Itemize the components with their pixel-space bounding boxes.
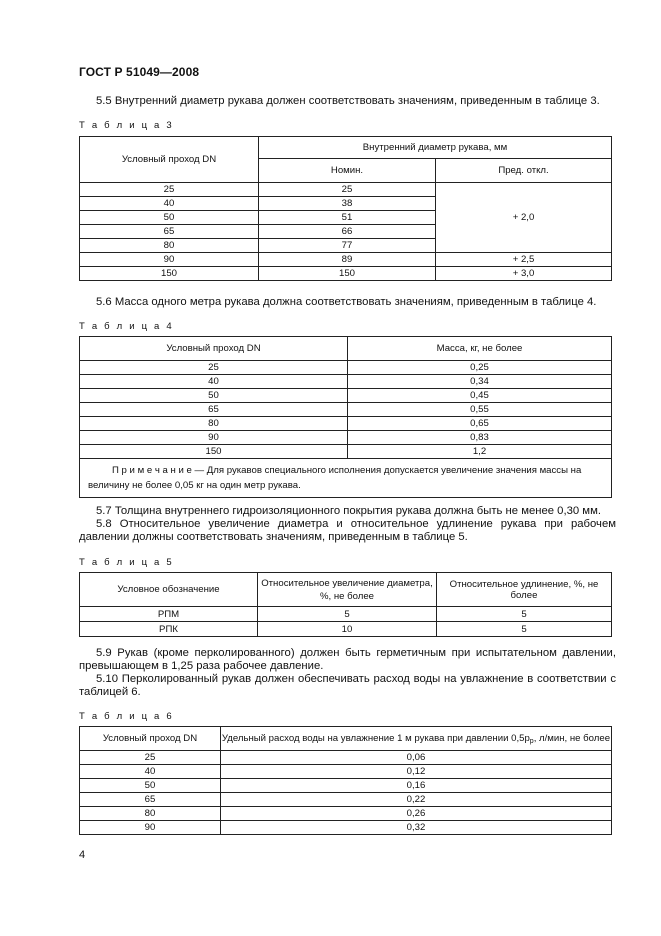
table-3-header-nominal: Номин. xyxy=(259,159,436,183)
flow-header-subscript: р xyxy=(529,737,534,745)
cell-nominal: 51 xyxy=(259,211,436,225)
cell-nominal: 66 xyxy=(259,225,436,239)
cell-dn: 40 xyxy=(80,197,259,211)
cell-dn: 40 xyxy=(80,375,348,389)
cell-flow: 0,32 xyxy=(221,821,612,835)
table-4-header-dn: Условный проход DN xyxy=(80,337,348,361)
cell-nominal: 77 xyxy=(259,239,436,253)
table-row xyxy=(80,403,612,417)
table-6-header-dn: Условный проход DN xyxy=(80,727,221,751)
table-6 xyxy=(79,726,612,835)
cell-tolerance: + 3,0 xyxy=(436,267,612,281)
cell-dn: 50 xyxy=(80,211,259,225)
page-number: 4 xyxy=(79,849,86,861)
table-5 xyxy=(79,572,612,637)
table-5-header-designation: Условное обозначение xyxy=(80,573,258,607)
cell-mass: 1,2 xyxy=(348,445,612,459)
cell-tolerance: + 2,0 xyxy=(436,183,612,253)
cell-designation: РПК xyxy=(80,622,258,637)
table-5-header-diameter-increase: Относительное увеличение диаметра, %, не более xyxy=(258,573,437,607)
cell-dn: 90 xyxy=(80,821,221,835)
table-3 xyxy=(79,136,612,281)
table-3-header-diameter: Внутренний диаметр рукава, мм xyxy=(259,137,612,159)
cell-mass: 0,34 xyxy=(348,375,612,389)
cell-designation: РПМ xyxy=(80,607,258,622)
cell-dn: 80 xyxy=(80,239,259,253)
table-3-header-tolerance: Пред. откл. xyxy=(436,159,612,183)
table-row xyxy=(80,807,612,821)
cell-elongation: 5 xyxy=(437,622,612,637)
cell-dn: 90 xyxy=(80,253,259,267)
cell-dn: 25 xyxy=(80,183,259,197)
table-row xyxy=(80,445,612,459)
table-row xyxy=(80,793,612,807)
cell-mass: 0,83 xyxy=(348,431,612,445)
flow-header-text: Удельный расход воды на увлажнение 1 м рукава при давлении 0,5 xyxy=(221,732,525,744)
table-3-header-dn: Условный проход DN xyxy=(80,137,259,183)
table-row xyxy=(80,183,612,197)
table-row xyxy=(80,607,612,622)
cell-flow: 0,16 xyxy=(221,779,612,793)
cell-flow: 0,12 xyxy=(221,765,612,779)
table-4 xyxy=(79,336,612,498)
cell-mass: 0,65 xyxy=(348,417,612,431)
table-row xyxy=(80,821,612,835)
cell-dn: 90 xyxy=(80,431,348,445)
cell-dn: 150 xyxy=(80,267,259,281)
note-text: — Для рукавов специального исполнения допускается увеличение значения массы на величину не более 0,05 кг на один метр рукава. xyxy=(88,465,582,491)
table-row xyxy=(80,622,612,637)
paragraph-5-8: 5.8 Относительное увеличение диаметра и относительное удлинение рукава при рабочем давлении должны соответствовать значениям, приведенным в таблице 5. xyxy=(79,518,616,543)
flow-header-symbol: p xyxy=(524,732,530,744)
paragraph-5-7: 5.7 Толщина внутреннего гидроизоляционного покрытия рукава должна быть не менее 0,30 мм. xyxy=(96,505,601,517)
cell-dn: 25 xyxy=(80,751,221,765)
table-row xyxy=(80,375,612,389)
paragraph-5-9: 5.9 Рукав (кроме перколированного) должен быть герметичным при испытательном давлении, превышающем в 1,25 раза рабочее давление. xyxy=(79,647,616,672)
cell-nominal: 38 xyxy=(259,197,436,211)
table-row xyxy=(80,765,612,779)
table-row xyxy=(80,431,612,445)
table-5-caption: Т а б л и ц а 5 xyxy=(79,557,174,568)
table-row xyxy=(80,779,612,793)
cell-mass: 0,55 xyxy=(348,403,612,417)
table-4-caption: Т а б л и ц а 4 xyxy=(79,321,174,332)
note-label: П р и м е ч а н и е xyxy=(112,465,192,476)
cell-dn: 25 xyxy=(80,361,348,375)
cell-elongation: 5 xyxy=(437,607,612,622)
table-6-header-flow xyxy=(221,727,612,751)
cell-flow: 0,22 xyxy=(221,793,612,807)
cell-flow: 0,26 xyxy=(221,807,612,821)
cell-dn: 50 xyxy=(80,779,221,793)
table-4-note xyxy=(80,459,612,498)
cell-mass: 0,25 xyxy=(348,361,612,375)
table-6-caption: Т а б л и ц а 6 xyxy=(79,711,174,722)
table-row xyxy=(80,253,612,267)
cell-dn: 40 xyxy=(80,765,221,779)
table-row xyxy=(80,267,612,281)
cell-dn: 150 xyxy=(80,445,348,459)
flow-header-unit: , л/мин, не более xyxy=(533,732,611,744)
table-row xyxy=(80,417,612,431)
table-5-header-elongation: Относительное удлинение, %, не более xyxy=(437,573,612,607)
cell-dn: 80 xyxy=(80,807,221,821)
cell-increase: 10 xyxy=(258,622,437,637)
cell-mass: 0,45 xyxy=(348,389,612,403)
cell-nominal: 25 xyxy=(259,183,436,197)
cell-dn: 65 xyxy=(80,225,259,239)
cell-flow: 0,06 xyxy=(221,751,612,765)
cell-dn: 50 xyxy=(80,389,348,403)
table-row xyxy=(80,361,612,375)
cell-tolerance: + 2,5 xyxy=(436,253,612,267)
document-header: ГОСТ Р 51049—2008 xyxy=(79,65,200,79)
cell-dn: 65 xyxy=(80,793,221,807)
cell-nominal: 150 xyxy=(259,267,436,281)
table-row xyxy=(80,389,612,403)
cell-dn: 65 xyxy=(80,403,348,417)
table-row xyxy=(80,751,612,765)
paragraph-5-5: 5.5 Внутренний диаметр рукава должен соответствовать значениям, приведенным в таблице 3. xyxy=(96,95,600,107)
table-4-header-mass: Масса, кг, не более xyxy=(348,337,612,361)
paragraph-5-10: 5.10 Перколированный рукав должен обеспечивать расход воды на увлажнение в соответствии с таблицей 6. xyxy=(79,673,616,698)
table-3-caption: Т а б л и ц а 3 xyxy=(79,120,174,131)
cell-increase: 5 xyxy=(258,607,437,622)
cell-dn: 80 xyxy=(80,417,348,431)
paragraph-5-6: 5.6 Масса одного метра рукава должна соответствовать значениям, приведенным в таблице 4. xyxy=(96,296,597,308)
cell-nominal: 89 xyxy=(259,253,436,267)
